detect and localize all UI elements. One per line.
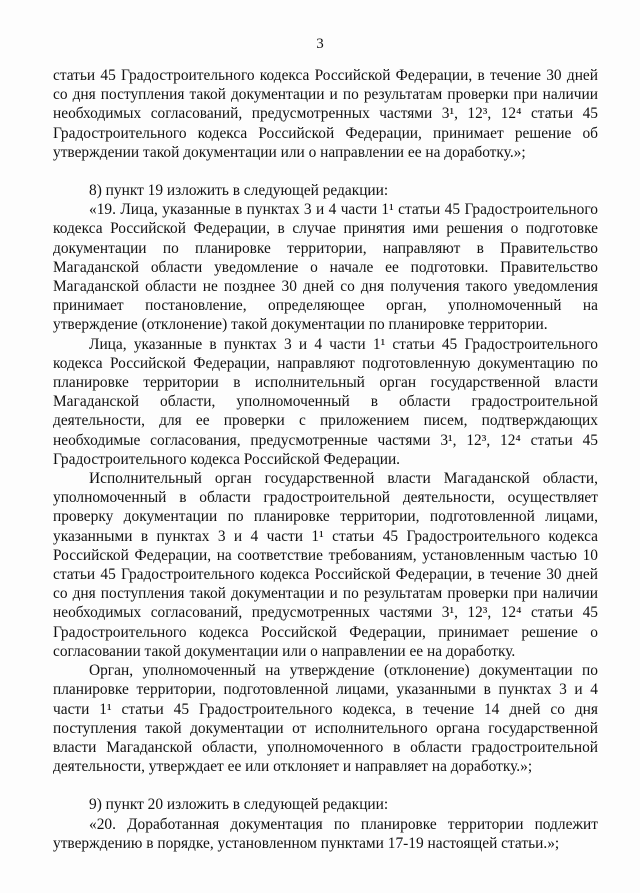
paragraph-20: «20. Доработанная документация по планировке территории подлежит утверждению в порядке, установленном пунктами 17-19 настоящей статьи.»;: [53, 815, 598, 852]
paragraph-persons-submit: Лица, указанные в пунктах 3 и 4 части 1¹ статьи 45 Градостроительного кодекса Российской Федерации, направляют подготовленную документацию по планировке территории в исполнительный орган государственной власти Магаданской области, уполномоченный в области градостроительной деятельности, для ее проверки с приложением писем, подтверждающих необходимые согласования, предусмотренные частями 3¹, 12³, 12⁴ статьи 45 Градостроительного кодекса Российской Федерации.: [53, 335, 598, 468]
paragraph-continuation: статьи 45 Градостроительного кодекса Российской Федерации, в течение 30 дней со дня поступления такой документации и по результатам проверки при наличии необходимых согласований, предусмотренных частями 3¹, 12³, 12⁴ статьи 45 Градостроительного кодекса Российской Федерации, принимает решение об утверждении такой документации или о направлении ее на доработку.»;: [53, 67, 598, 161]
document-body: [53, 66, 598, 853]
item-9-heading: 9) пункт 20 изложить в следующей редакции:: [89, 796, 389, 814]
page-number: 3: [316, 36, 324, 52]
paragraph-authority-approves: Орган, уполномоченный на утверждение (отклонение) документации по планировке территории, подготовленной лицами, указанными в пунктах 3 и 4 части 1¹ статьи 45 Градостроительного кодекса, в течение 14 дней со дня поступления такой документации от исполнительного органа государственной власти Магаданской области, уполномоченного в области градостроительной деятельности, утверждает ее или отклоняет и направляет на доработку.»;: [53, 662, 598, 776]
paragraph-19: «19. Лица, указанные в пунктах 3 и 4 части 1¹ статьи 45 Градостроительного кодекса Российской Федерации, в случае принятия ими решения о подготовке документации по планировке территории, направляют в Правительство Магаданской области уведомление о начале ее подготовки. Правительство Магаданской области не позднее 30 дней со дня получения такого уведомления принимает постановление, определяющее орган, уполномоченный на утверждение (отклонение) такой документации по планировке территории.: [53, 201, 598, 334]
item-8-heading: 8) пункт 19 изложить в следующей редакции:: [89, 182, 389, 200]
paragraph-executive-check: Исполнительный орган государственной власти Магаданской области, уполномоченный в области градостроительной деятельности, осуществляет проверку документации по планировке территории, подготовленной лицами, указанными в пунктах 3 и 4 части 1¹ статьи 45 Градостроительного кодекса Российской Федерации, на соответствие требованиям, установленным частью 10 статьи 45 Градостроительного кодекса Российской Федерации, в течение 30 дней со дня поступления такой документации и по результатам проверки при наличии необходимых согласований, предусмотренных частями 3¹, 12³, 12⁴ статьи 45 Градостроительного кодекса Российской Федерации, принимает решение о согласовании такой документации или о направлении ее на доработку.: [53, 470, 598, 660]
